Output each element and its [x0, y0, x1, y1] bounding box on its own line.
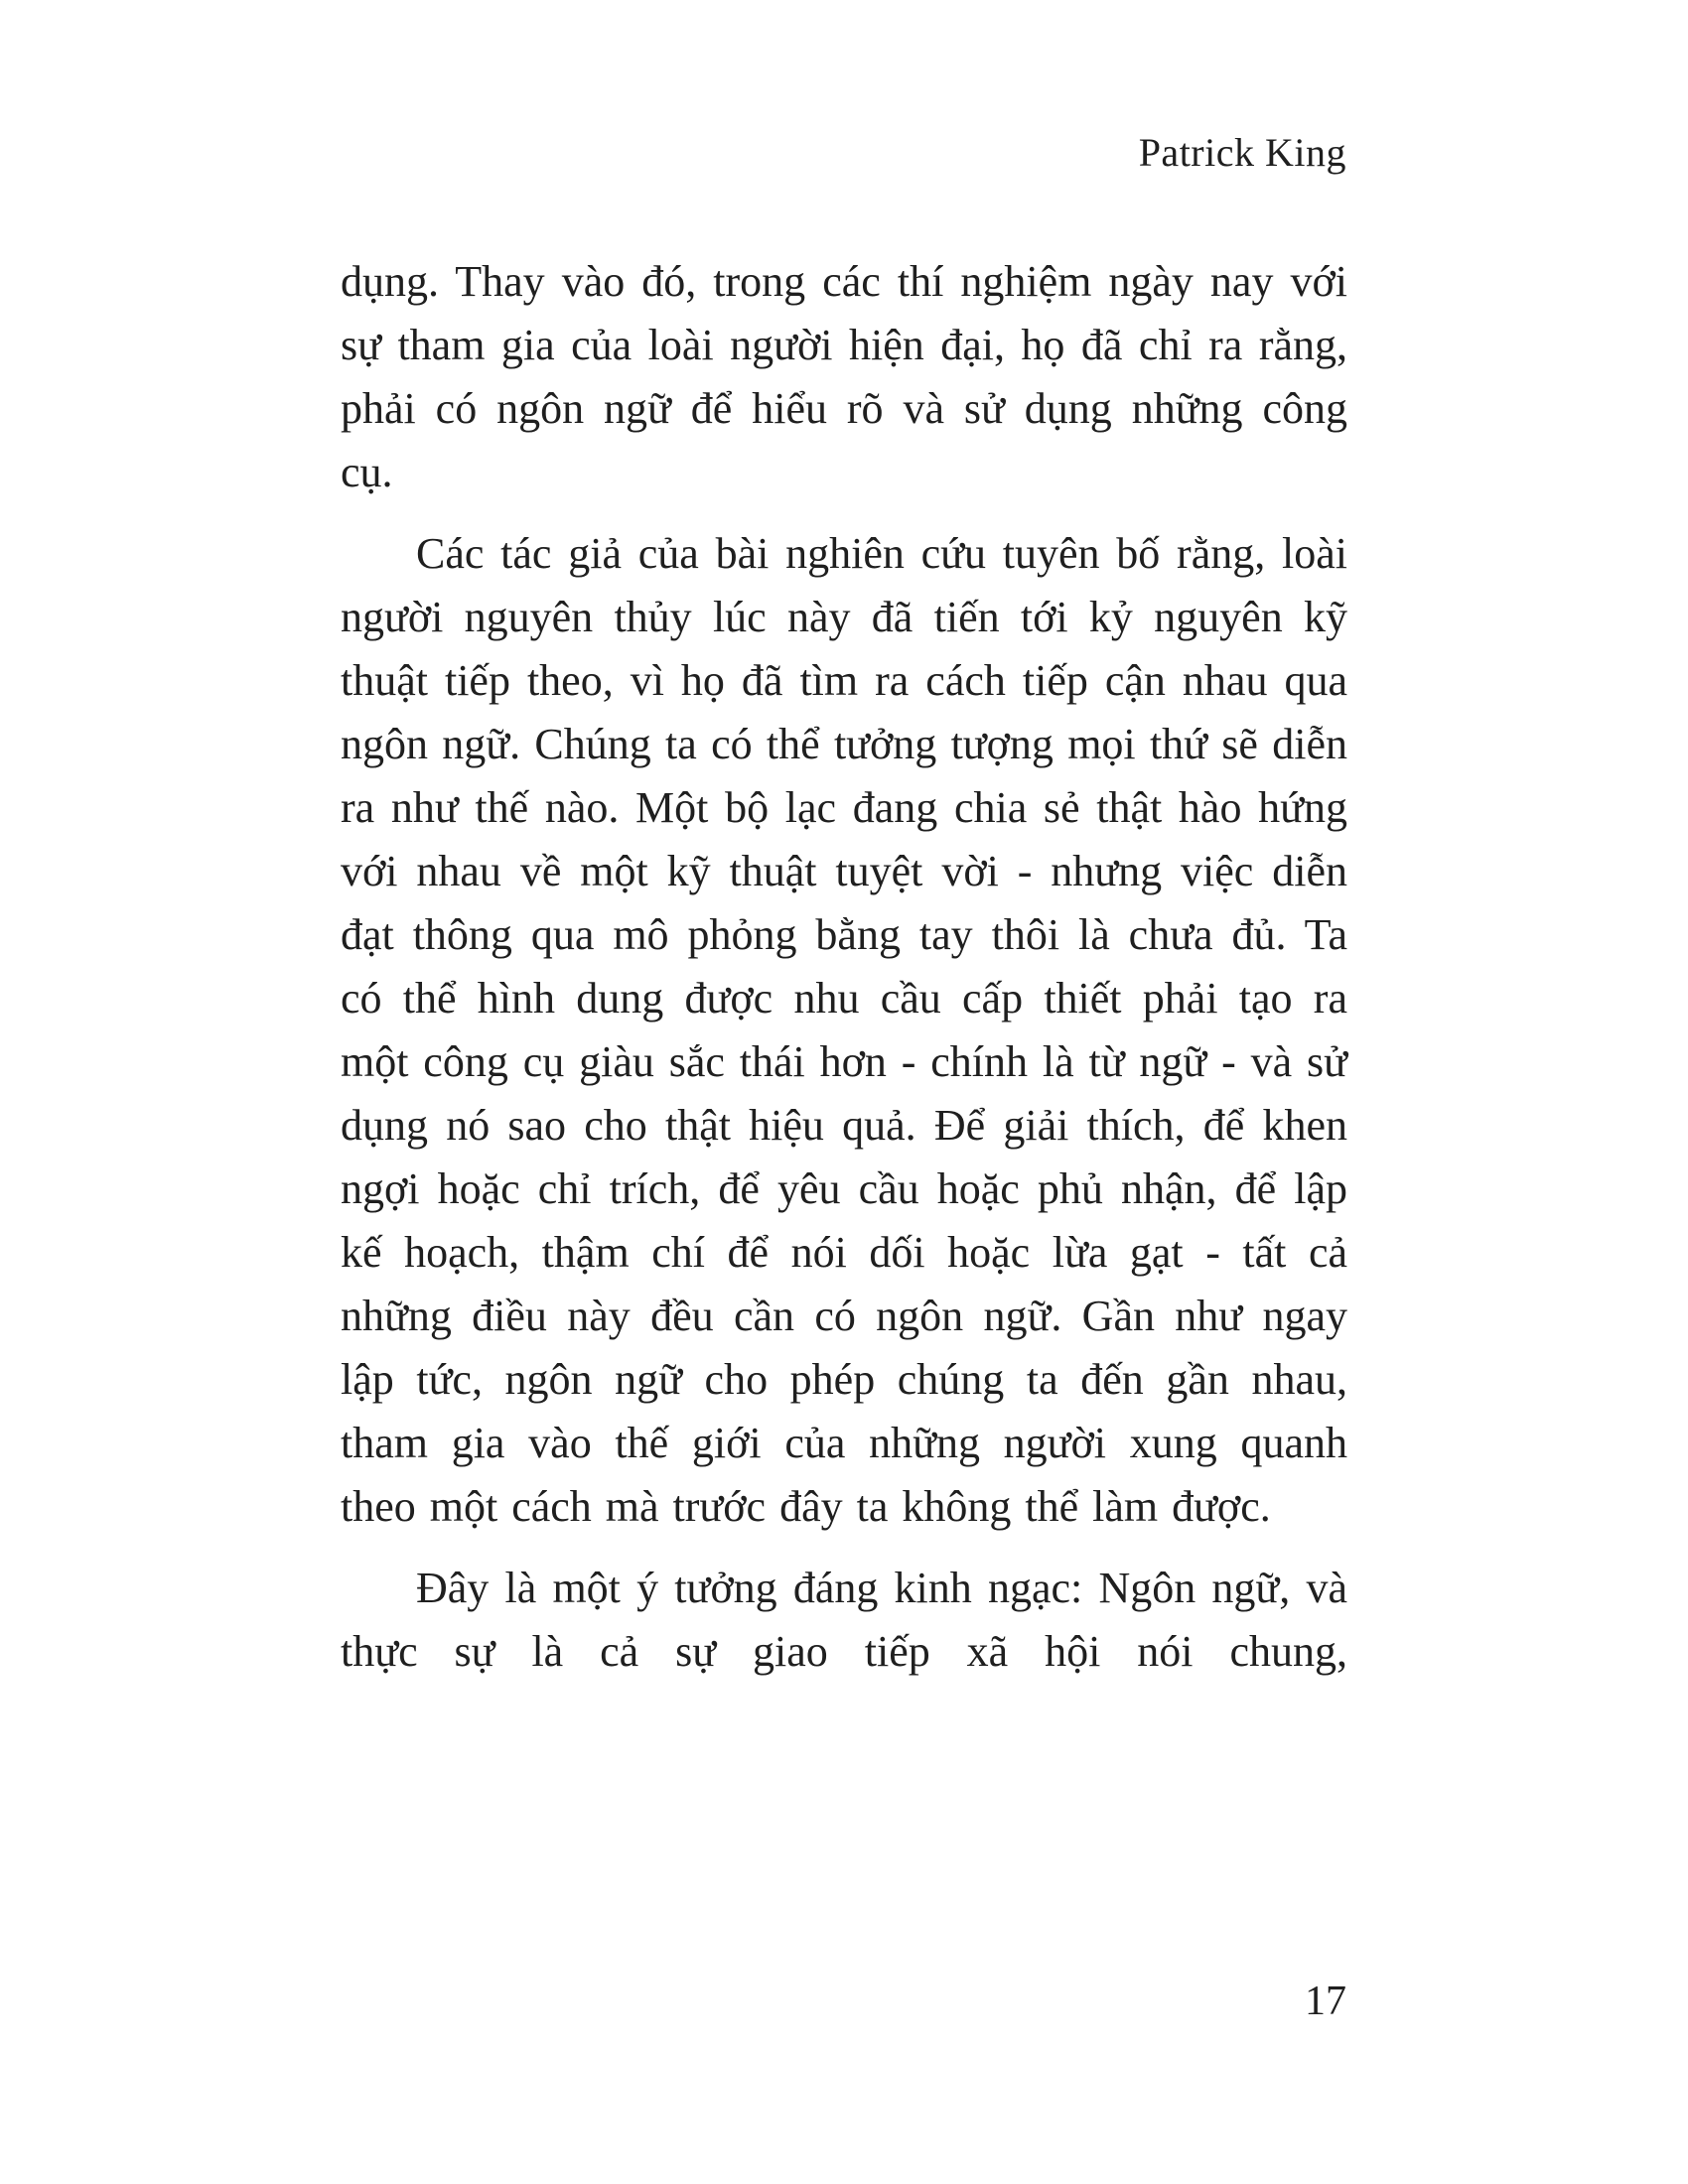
paragraph: dụng. Thay vào đó, trong các thí nghiệm ngày nay với sự tham gia của loài người hiện đại, họ đã chỉ ra rằng, phải có ngôn ngữ để hiểu rõ và sử dụng những công cụ. [341, 257, 1347, 496]
paragraph: Các tác giả của bài nghiên cứu tuyên bố rằng, loài người nguyên thủy lúc này đã tiến tới kỷ nguyên kỹ thuật tiếp theo, vì họ đã tìm ra cách tiếp cận nhau qua ngôn ngữ. Chúng ta có thể tưởng tượng mọi thứ sẽ diễn ra như thế nào. Một bộ lạc đang chia sẻ thật hào hứng với nhau về một kỹ thuật tuyệt vời - nhưng việc diễn đạt thông qua mô phỏng bằng tay thôi là chưa đủ. Ta có thể hình dung được nhu cầu cấp thiết phải tạo ra một công cụ giàu sắc thái hơn - chính là từ ngữ - và sử dụng nó sao cho thật hiệu quả. Để giải thích, để khen ngợi hoặc chỉ trích, để yêu cầu hoặc phủ nhận, để lập kế hoạch, thậm chí để nói dối hoặc lừa gạt - tất cả những điều này đều cần có ngôn ngữ. Gần như ngay lập tức, ngôn ngữ cho phép chúng ta đến gần nhau, tham gia vào thế giới của những người xung quanh theo một cách mà trước đây ta không thể làm được. [341, 529, 1347, 1531]
running-header: Patrick King [1138, 130, 1346, 175]
paragraph: Đây là một ý tưởng đáng kinh ngạc: Ngôn ngữ, và thực sự là cả sự giao tiếp xã hội nói chung, [341, 1564, 1347, 1676]
text-block [341, 250, 1347, 1702]
page-number: 17 [1305, 1979, 1346, 2024]
